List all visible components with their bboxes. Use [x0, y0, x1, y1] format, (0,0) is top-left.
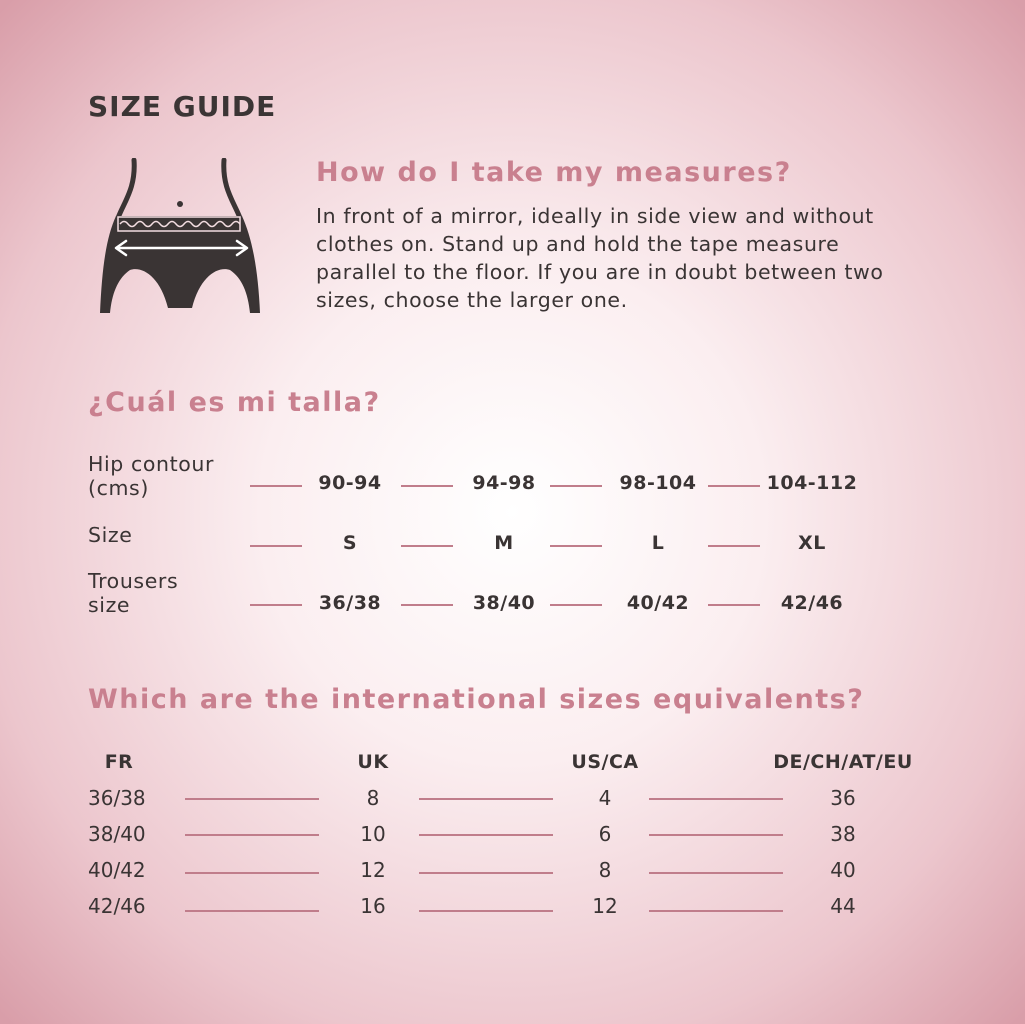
divider-line [185, 834, 319, 836]
hip-value: 94-98 [472, 472, 536, 494]
row-label-hip [88, 452, 214, 500]
us-value: 12 [592, 894, 618, 918]
divider-line [649, 910, 783, 912]
fr-value: 42/46 [88, 894, 146, 918]
measures-heading: How do I take my measures? [316, 157, 792, 188]
divider-line [649, 872, 783, 874]
divider-line [419, 872, 553, 874]
fr-value: 40/42 [88, 858, 146, 882]
divider-line [649, 834, 783, 836]
instruction-line: clothes on. Stand up and hold the tape measure [316, 232, 840, 256]
instruction-line: parallel to the floor. If you are in doubt between two [316, 260, 884, 284]
eu-value: 44 [830, 894, 856, 918]
row-label-line: size [88, 593, 131, 617]
us-value: 8 [598, 858, 612, 882]
row-label-line: Hip contour [88, 452, 215, 476]
eu-value: 40 [830, 858, 856, 882]
divider-line [419, 798, 553, 800]
divider-line [550, 485, 602, 487]
size-value: XL [798, 532, 826, 554]
divider-line [550, 604, 602, 606]
fr-value: 38/40 [88, 822, 146, 846]
hip-value: 98-104 [619, 472, 697, 494]
size-table-heading: ¿Cuál es mi talla? [88, 387, 381, 418]
size-value: S [342, 532, 358, 554]
eu-value: 38 [830, 822, 856, 846]
col-header-eu: DE/CH/AT/EU [773, 751, 913, 773]
divider-line [419, 834, 553, 836]
size-value: M [494, 532, 514, 554]
size-value: L [651, 532, 665, 554]
fr-value: 36/38 [88, 786, 146, 810]
trousers-value: 36/38 [318, 592, 382, 614]
uk-value: 16 [360, 894, 386, 918]
col-header-usca: US/CA [571, 751, 639, 773]
divider-line [649, 798, 783, 800]
trousers-value: 40/42 [626, 592, 690, 614]
col-header-fr: FR [104, 751, 134, 773]
eu-value: 36 [830, 786, 856, 810]
row-label-line: Trousers [88, 569, 179, 593]
trousers-value: 38/40 [472, 592, 536, 614]
measures-instructions [316, 202, 936, 314]
row-label-size [88, 523, 132, 547]
divider-line [185, 910, 319, 912]
row-label-line: Size [88, 523, 133, 547]
uk-value: 8 [366, 786, 380, 810]
divider-line [419, 910, 553, 912]
us-value: 6 [598, 822, 612, 846]
row-label-trousers [88, 569, 178, 617]
us-value: 4 [598, 786, 612, 810]
waist-measure-icon [100, 158, 265, 318]
hip-value: 104-112 [766, 472, 858, 494]
row-label-line: (cms) [88, 476, 149, 500]
instruction-line: In front of a mirror, ideally in side view and without [316, 204, 874, 228]
uk-value: 12 [360, 858, 386, 882]
uk-value: 10 [360, 822, 386, 846]
col-header-uk: UK [357, 751, 389, 773]
international-heading: Which are the international sizes equivalents? [88, 684, 865, 715]
divider-line [185, 872, 319, 874]
hip-value: 90-94 [318, 472, 382, 494]
page-title: SIZE GUIDE [88, 90, 277, 123]
divider-line [185, 798, 319, 800]
instruction-line: sizes, choose the larger one. [316, 288, 628, 312]
divider-line [550, 545, 602, 547]
trousers-value: 42/46 [780, 592, 844, 614]
